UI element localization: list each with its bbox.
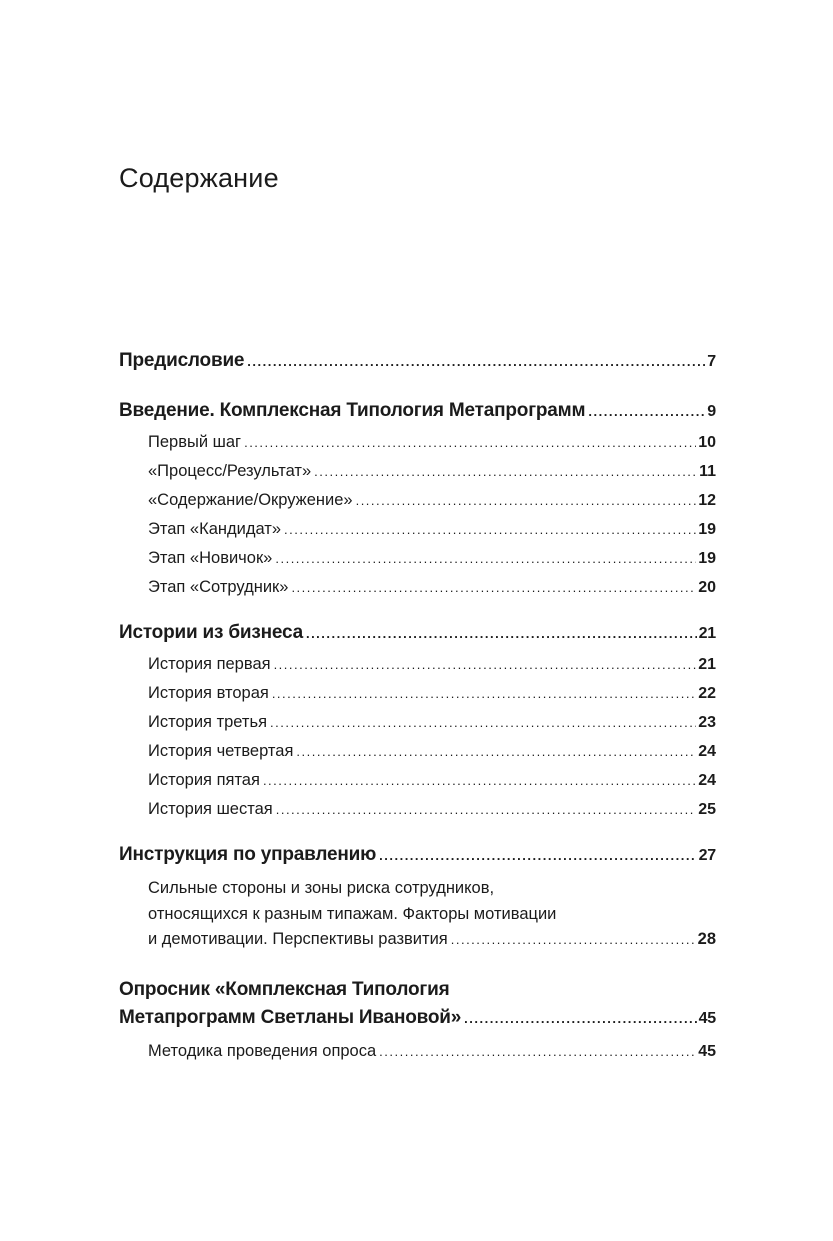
toc-page-number: 45 xyxy=(698,1009,716,1027)
toc-item-line: относящихся к разным типажам. Факторы мотивации xyxy=(148,904,557,923)
toc-item[interactable] xyxy=(119,491,716,510)
toc-item-title: Этап «Кандидат» xyxy=(148,520,282,538)
dot-leader xyxy=(244,435,696,450)
toc-item-title: История шестая xyxy=(148,800,273,818)
dot-leader xyxy=(272,686,696,701)
toc-page-number: 21 xyxy=(698,625,716,642)
toc-page-number: 7 xyxy=(707,353,716,370)
dot-leader xyxy=(314,464,697,479)
dot-leader xyxy=(291,580,696,595)
toc-page-number: 11 xyxy=(699,463,716,480)
toc-item-title: История четвертая xyxy=(148,742,294,760)
dot-leader xyxy=(275,551,696,566)
toc-item-title: История вторая xyxy=(148,684,269,702)
toc-page-number: 25 xyxy=(698,801,716,818)
toc-item[interactable] xyxy=(119,1042,716,1061)
toc-item[interactable] xyxy=(119,742,716,761)
toc-page-number: 45 xyxy=(698,1042,716,1060)
toc-item[interactable] xyxy=(119,578,716,597)
dot-leader xyxy=(247,354,705,369)
toc-item-title: История третья xyxy=(148,713,268,731)
toc-page-number: 28 xyxy=(697,930,716,948)
toc-item-title: Первый шаг xyxy=(148,433,242,451)
toc-item[interactable] xyxy=(119,771,716,790)
dot-leader xyxy=(451,927,696,953)
toc-item-line: Сильные стороны и зоны риска сотрудников, xyxy=(148,879,495,897)
toc-chapter-title: Введение. Комплексная Типология Метапрограмм xyxy=(119,400,586,421)
toc-item-title: История пятая xyxy=(148,771,260,789)
toc-chapter-manual[interactable] xyxy=(119,844,716,866)
toc-item-multiline[interactable] xyxy=(119,876,716,953)
dot-leader xyxy=(274,657,697,672)
toc-item[interactable] xyxy=(119,713,716,732)
toc-chapter-intro[interactable] xyxy=(119,400,716,422)
toc-item[interactable] xyxy=(119,800,716,819)
toc-chapter-survey[interactable] xyxy=(119,976,716,1033)
dot-leader xyxy=(270,715,696,730)
table-of-contents xyxy=(119,350,716,1061)
toc-item-line: и демотивации. Перспективы развития xyxy=(148,930,448,948)
toc-chapter-title: Истории из бизнеса xyxy=(119,622,303,643)
toc-page-number: 19 xyxy=(698,550,716,567)
toc-chapter-title: Инструкция по управлению xyxy=(119,844,377,865)
toc-page-number: 27 xyxy=(698,847,716,864)
toc-item-title: Этап «Новичок» xyxy=(148,549,273,567)
toc-item-title: «Содержание/Окружение» xyxy=(148,491,353,509)
dot-leader xyxy=(356,493,697,508)
toc-page-number: 9 xyxy=(707,403,716,420)
dot-leader xyxy=(379,1044,696,1059)
toc-item-title: История первая xyxy=(148,655,271,673)
toc-chapter-title-line: Опросник «Комплексная Типология xyxy=(119,978,450,1000)
toc-page-number: 19 xyxy=(698,521,716,538)
toc-page-number: 20 xyxy=(698,579,716,596)
toc-chapter-preface[interactable] xyxy=(119,350,716,372)
dot-leader xyxy=(284,522,696,537)
toc-item[interactable] xyxy=(119,433,716,452)
dot-leader xyxy=(263,773,696,788)
toc-item-title: Этап «Сотрудник» xyxy=(148,578,289,596)
toc-page-number: 24 xyxy=(698,743,716,760)
toc-item-title: Методика проведения опроса xyxy=(148,1041,377,1060)
toc-chapter-title-line: Метапрограмм Светланы Ивановой» xyxy=(119,1006,462,1028)
toc-chapter-title: Предисловие xyxy=(119,350,245,371)
toc-item[interactable] xyxy=(119,520,716,539)
toc-page-number: 21 xyxy=(698,656,716,673)
toc-page-number: 24 xyxy=(698,772,716,789)
dot-leader xyxy=(464,1005,696,1033)
dot-leader xyxy=(588,404,705,419)
dot-leader xyxy=(276,802,696,817)
toc-page-number: 23 xyxy=(698,714,716,731)
toc-item-title: «Процесс/Результат» xyxy=(148,462,312,480)
dot-leader xyxy=(379,848,696,863)
toc-item[interactable] xyxy=(119,684,716,703)
toc-item[interactable] xyxy=(119,549,716,568)
page-title: Содержание xyxy=(119,163,279,193)
dot-leader xyxy=(296,744,696,759)
toc-chapter-stories[interactable] xyxy=(119,622,716,644)
toc-item[interactable] xyxy=(119,462,716,481)
toc-item[interactable] xyxy=(119,655,716,674)
toc-page-number: 12 xyxy=(698,492,716,509)
dot-leader xyxy=(306,626,697,641)
toc-page-number: 22 xyxy=(698,685,716,702)
toc-page-number: 10 xyxy=(698,434,716,451)
